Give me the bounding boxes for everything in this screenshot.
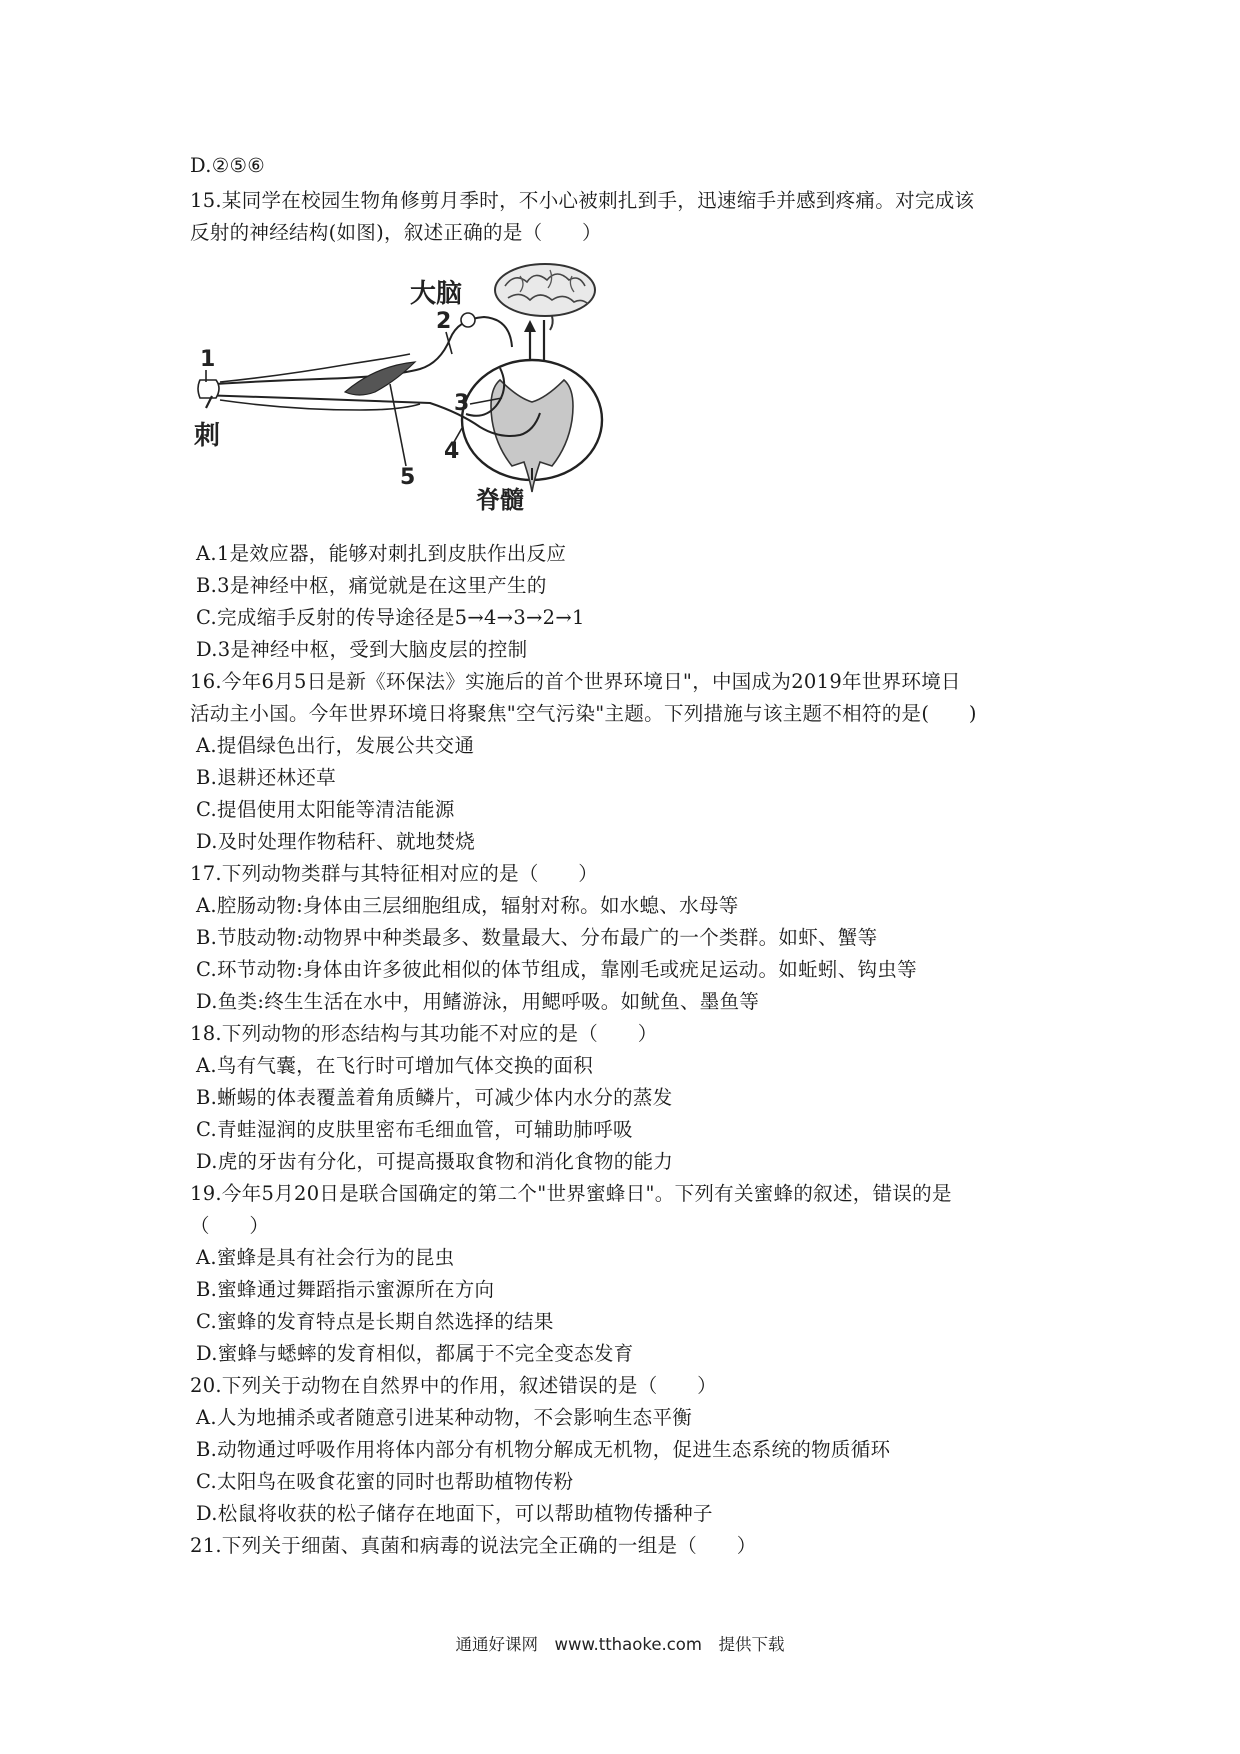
q21-stem: 21.下列关于细菌、真菌和病毒的说法完全正确的一组是（ ） [190, 1534, 757, 1557]
q18-option-b: B.蜥蜴的体表覆盖着角质鳞片，可减少体内水分的蒸发 [196, 1086, 673, 1109]
q19-stem-line2: （ ） [190, 1214, 270, 1237]
q18-option-c: C.青蛙湿润的皮肤里密布毛细血管，可辅助肺呼吸 [196, 1118, 633, 1141]
q15-stem-line2: 反射的神经结构(如图)，叙述正确的是（ ） [190, 221, 602, 244]
q15-stem-line1: 15.某同学在校园生物角修剪月季时，不小心被刺扎到手，迅速缩手并感到疼痛。对完成该 [190, 189, 975, 212]
marker-1: 1 [200, 347, 216, 372]
q17-option-c: C.环节动物:身体由许多彼此相似的体节组成，靠刚毛或疣足运动。如蚯蚓、钩虫等 [196, 958, 917, 981]
q17-option-d: D.鱼类:终生生活在水中，用鳍游泳，用鳃呼吸。如鱿鱼、墨鱼等 [196, 990, 760, 1013]
q16-option-a: A.提倡绿色出行，发展公共交通 [196, 734, 475, 757]
q15-option-d: D.3是神经中枢，受到大脑皮层的控制 [196, 638, 528, 661]
q15-option-a: A.1是效应器，能够对刺扎到皮肤作出反应 [196, 542, 567, 565]
q20-option-d: D.松鼠将收获的松子储存在地面下，可以帮助植物传播种子 [196, 1502, 713, 1525]
reflex-arc-figure [194, 258, 680, 520]
marker-3: 3 [454, 391, 470, 416]
hand-thorn [198, 380, 219, 408]
spinal-cord-label: 脊髓 [476, 486, 524, 514]
q18-option-d: D.虎的牙齿有分化，可提高摄取食物和消化食物的能力 [196, 1150, 674, 1173]
q19-option-c: C.蜜蜂的发育特点是长期自然选择的结果 [196, 1310, 554, 1333]
q18-stem: 18.下列动物的形态结构与其功能不对应的是（ ） [190, 1022, 658, 1045]
q16-option-c: C.提倡使用太阳能等清洁能源 [196, 798, 455, 821]
q14-option-d: D.②⑤⑥ [190, 154, 266, 177]
q20-option-a: A.人为地捕杀或者随意引进某种动物，不会影响生态平衡 [196, 1406, 693, 1429]
q17-option-b: B.节肢动物:动物界中种类最多、数量最大、分布最广的一个类群。如虾、蟹等 [196, 926, 878, 949]
q20-stem: 20.下列关于动物在自然界中的作用，叙述错误的是（ ） [190, 1374, 717, 1397]
q20-option-b: B.动物通过呼吸作用将体内部分有机物分解成无机物，促进生态系统的物质循环 [196, 1438, 891, 1461]
muscle-effector [345, 362, 415, 395]
marker-4: 4 [444, 439, 460, 464]
q19-option-a: A.蜜蜂是具有社会行为的昆虫 [196, 1246, 455, 1269]
marker-2: 2 [436, 309, 452, 334]
ganglion [461, 313, 475, 327]
q19-option-b: B.蜜蜂通过舞蹈指示蜜源所在方向 [196, 1278, 495, 1301]
marker-5: 5 [400, 465, 416, 490]
q17-option-a: A.腔肠动物:身体由三层细胞组成，辐射对称。如水螅、水母等 [196, 894, 739, 917]
page-footer: 通通好课网 www.tthaoke.com 提供下载 [455, 1635, 785, 1654]
q15-option-c: C.完成缩手反射的传导途径是5→4→3→2→1 [196, 606, 585, 629]
thorn-label: 刺 [194, 421, 221, 451]
q16-stem-line2: 活动主小国。今年世界环境日将聚焦"空气污染"主题。下列措施与该主题不相符的是( ) [190, 702, 977, 725]
q16-option-d: D.及时处理作物秸秆、就地焚烧 [196, 830, 476, 853]
q17-stem: 17.下列动物类群与其特征相对应的是（ ） [190, 862, 599, 885]
q19-option-d: D.蜜蜂与蟋蟀的发育相似，都属于不完全变态发育 [196, 1342, 634, 1365]
q18-option-a: A.鸟有气囊，在飞行时可增加气体交换的面积 [196, 1054, 594, 1077]
q20-option-c: C.太阳鸟在吸食花蜜的同时也帮助植物传粉 [196, 1470, 574, 1493]
q16-option-b: B.退耕还林还草 [196, 766, 336, 789]
brain-label: 大脑 [410, 279, 463, 309]
q15-option-b: B.3是神经中枢，痛觉就是在这里产生的 [196, 574, 547, 597]
q19-stem-line1: 19.今年5月20日是联合国确定的第二个"世界蜜蜂日"。下列有关蜜蜂的叙述，错误的是 [190, 1182, 952, 1205]
q16-stem-line1: 16.今年6月5日是新《环保法》实施后的首个世界环境日"，中国成为2019年世界环境日 [190, 670, 961, 693]
